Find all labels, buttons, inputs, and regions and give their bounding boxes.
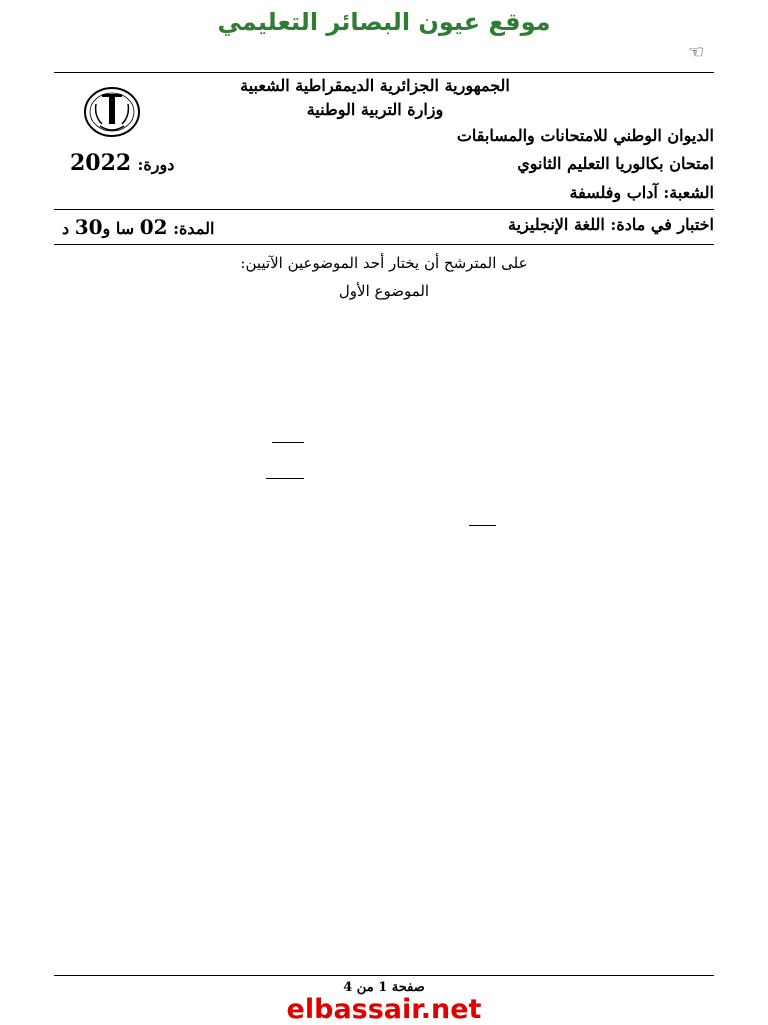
site-url[interactable]: elbassair.net — [286, 994, 482, 1025]
exam-name: امتحان بكالوريا التعليم الثانوي — [517, 154, 714, 173]
site-title: موقع عيون البصائر التعليمي — [217, 8, 551, 36]
blank-line — [272, 442, 304, 443]
duration-hours: 02 — [139, 215, 168, 239]
session-year: 2022 — [70, 150, 132, 176]
topic-title: الموضوع الأول — [338, 282, 430, 300]
top-divider — [54, 72, 714, 73]
stream-name: الشعبة: آداب وفلسفة — [569, 183, 714, 202]
exam-subject: اختبار في مادة: اللغة الإنجليزية — [508, 215, 714, 234]
duration-minutes-unit: د — [62, 219, 70, 238]
session-label: دورة: — [137, 155, 175, 174]
ministry-emblem-icon — [78, 82, 146, 142]
subject-bottom-divider — [54, 244, 714, 245]
duration-minutes: 30 — [74, 215, 103, 239]
subject-top-divider — [54, 209, 714, 210]
exam-duration — [62, 215, 214, 239]
ministry-name: وزارة التربية الوطنية — [306, 100, 444, 119]
duration-label: المدة: — [173, 219, 215, 238]
pointing-hand-icon: ☜ — [688, 42, 705, 63]
blank-line — [266, 478, 304, 479]
duration-hours-unit: سا و — [102, 219, 135, 238]
blank-line — [469, 525, 496, 526]
page-number: صفحة 1 من 4 — [343, 980, 425, 995]
office-name: الديوان الوطني للامتحانات والمسابقات — [456, 126, 714, 145]
session-info — [70, 150, 174, 176]
footer-divider — [54, 975, 714, 976]
republic-name: الجمهورية الجزائرية الديمقراطية الشعبية — [240, 76, 510, 95]
choose-instruction: على المترشح أن يختار أحد الموضوعين الآتيين: — [240, 254, 528, 272]
